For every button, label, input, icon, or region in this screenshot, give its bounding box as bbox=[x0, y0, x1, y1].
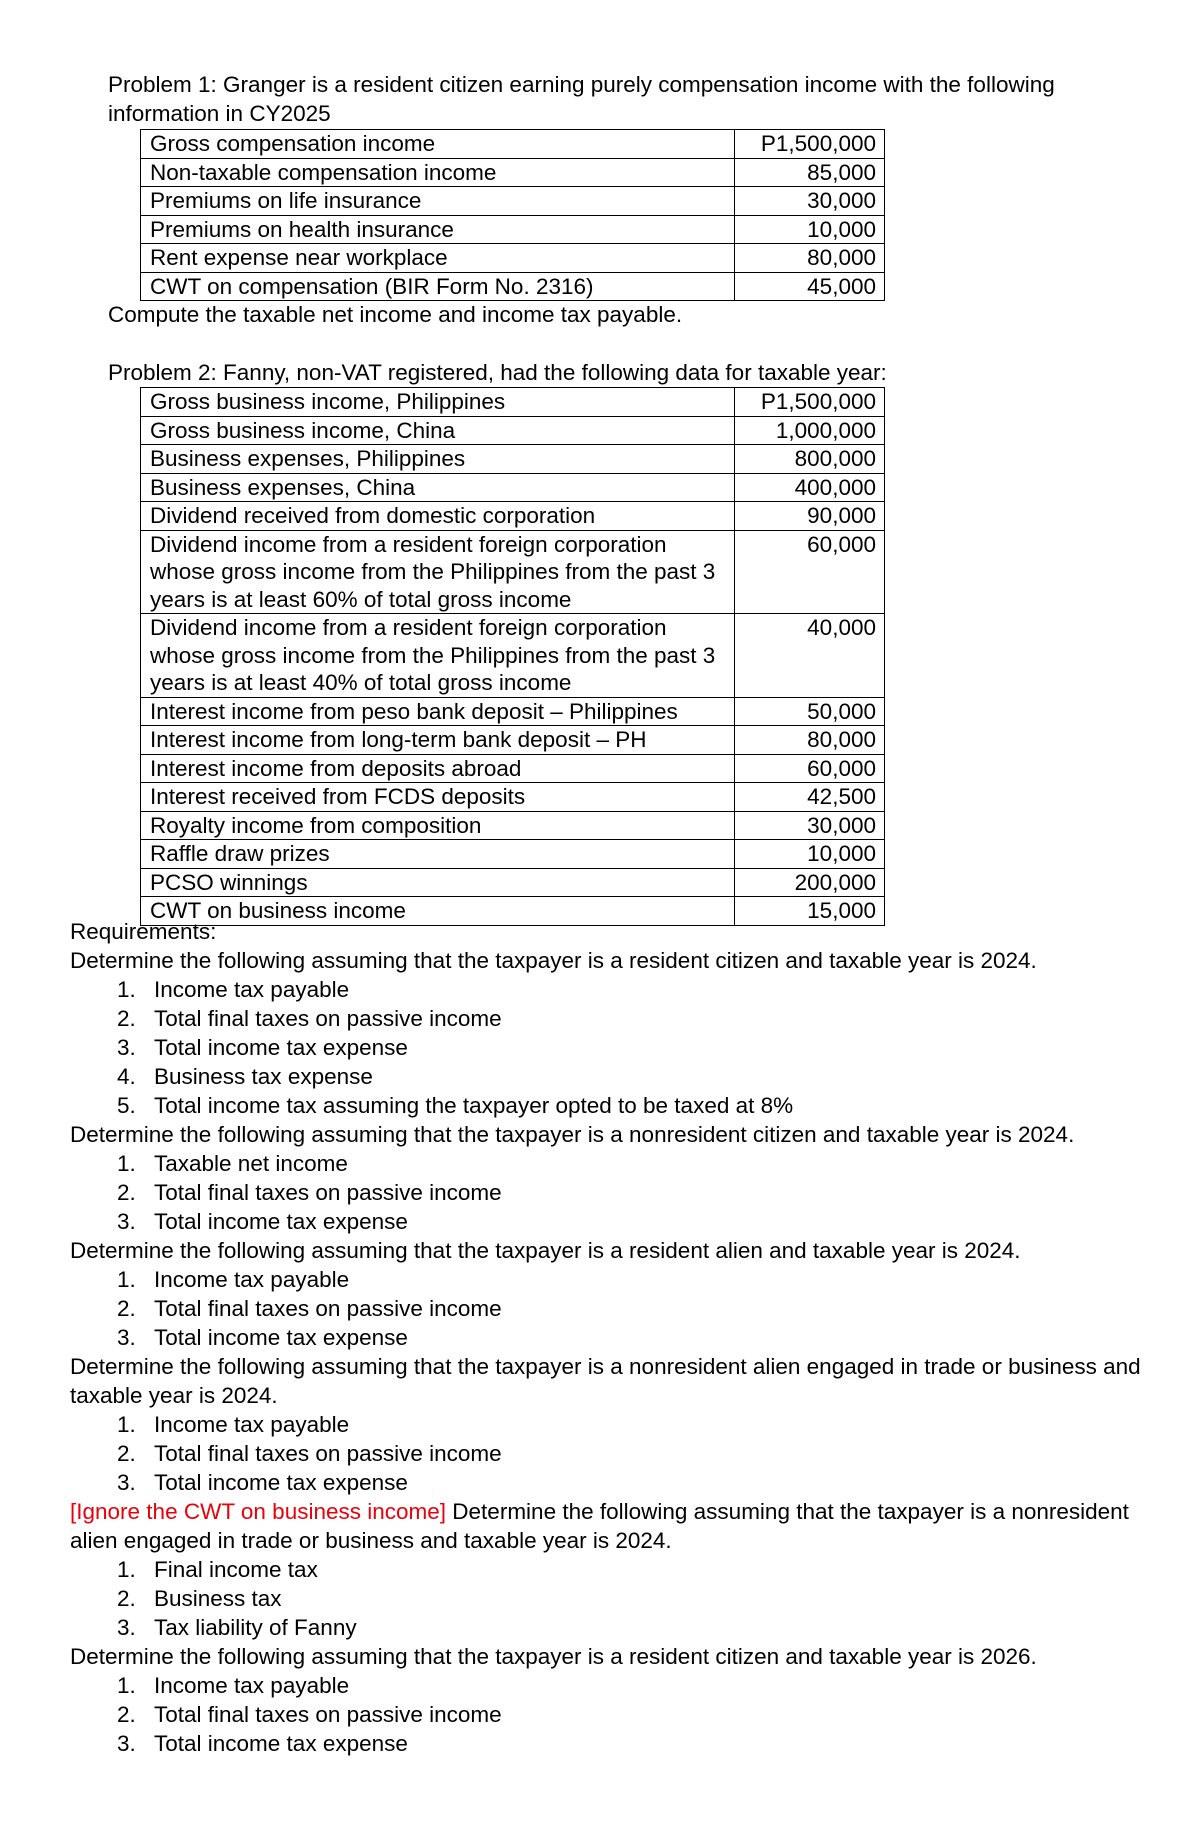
problem-2-table bbox=[140, 387, 885, 926]
list-item: 2. Business tax bbox=[142, 1584, 1180, 1613]
row-label: Gross business income, Philippines bbox=[141, 388, 735, 417]
row-label: Non-taxable compensation income bbox=[141, 158, 735, 187]
row-label: Royalty income from composition bbox=[141, 811, 735, 840]
table-row bbox=[141, 473, 885, 502]
list-item: 1. Income tax payable bbox=[142, 1410, 1180, 1439]
row-amount: 50,000 bbox=[735, 697, 885, 726]
row-label: Dividend income from a resident foreign corporation whose gross income from the Philippines from the past 3 years is at least 40% of total gross income bbox=[141, 614, 735, 698]
row-amount: 1,000,000 bbox=[735, 416, 885, 445]
list-item: 3. Total income tax expense bbox=[142, 1468, 1180, 1497]
row-label: CWT on business income bbox=[141, 897, 735, 926]
list-item: 1. Taxable net income bbox=[142, 1149, 1180, 1178]
row-amount: 30,000 bbox=[735, 187, 885, 216]
requirement-text: Determine the following assuming that the taxpayer is a nonresident citizen and taxable year is 2024. bbox=[70, 1122, 1075, 1147]
list-item: 3. Total income tax expense bbox=[142, 1729, 1180, 1758]
list-item: 1. Income tax payable bbox=[142, 1671, 1180, 1700]
row-amount: 90,000 bbox=[735, 502, 885, 531]
row-label: Business expenses, Philippines bbox=[141, 445, 735, 474]
row-label: CWT on compensation (BIR Form No. 2316) bbox=[141, 272, 735, 301]
row-amount: 40,000 bbox=[735, 614, 885, 698]
table-row bbox=[141, 416, 885, 445]
requirement-prompt bbox=[70, 1497, 1180, 1555]
list-item: 2. Total final taxes on passive income bbox=[142, 1700, 1180, 1729]
list-item: 1. Income tax payable bbox=[142, 1265, 1180, 1294]
problem-1-intro-text: Problem 1: Granger is a resident citizen earning purely compensation income with the following information in CY2025 bbox=[108, 72, 1055, 126]
row-amount: P1,500,000 bbox=[735, 388, 885, 417]
list-item: 3. Total income tax expense bbox=[142, 1207, 1180, 1236]
list-item: 2. Total final taxes on passive income bbox=[142, 1004, 1180, 1033]
table-row bbox=[141, 272, 885, 301]
row-amount: 85,000 bbox=[735, 158, 885, 187]
row-label: Interest received from FCDS deposits bbox=[141, 783, 735, 812]
requirement-text: Determine the following assuming that the taxpayer is a resident citizen and taxable year is 2026. bbox=[70, 1644, 1037, 1669]
table-row bbox=[141, 445, 885, 474]
table-row bbox=[141, 215, 885, 244]
row-label: Dividend received from domestic corporation bbox=[141, 502, 735, 531]
list-item: 1. Income tax payable bbox=[142, 975, 1180, 1004]
table-row bbox=[141, 158, 885, 187]
table-row bbox=[141, 783, 885, 812]
row-label: Business expenses, China bbox=[141, 473, 735, 502]
row-label: Premiums on life insurance bbox=[141, 187, 735, 216]
requirements-section bbox=[70, 917, 1180, 1758]
row-amount: 30,000 bbox=[735, 811, 885, 840]
requirement-list bbox=[70, 1149, 1180, 1236]
row-amount: 80,000 bbox=[735, 244, 885, 273]
requirement-text: Determine the following assuming that the taxpayer is a resident citizen and taxable year is 2024. bbox=[70, 948, 1037, 973]
requirement-prompt bbox=[70, 1120, 1180, 1149]
table-row bbox=[141, 614, 885, 698]
row-amount: 400,000 bbox=[735, 473, 885, 502]
table-row bbox=[141, 502, 885, 531]
row-label: Raffle draw prizes bbox=[141, 840, 735, 869]
row-label: Rent expense near workplace bbox=[141, 244, 735, 273]
list-item: 2. Total final taxes on passive income bbox=[142, 1294, 1180, 1323]
list-item: 3. Tax liability of Fanny bbox=[142, 1613, 1180, 1642]
requirements-groups bbox=[70, 946, 1180, 1758]
table-row bbox=[141, 388, 885, 417]
requirement-note: [Ignore the CWT on business income] bbox=[70, 1499, 447, 1524]
problem-1-instruction-text: Compute the taxable net income and income tax payable. bbox=[108, 302, 683, 327]
row-amount: 10,000 bbox=[735, 840, 885, 869]
list-item: 2. Total final taxes on passive income bbox=[142, 1439, 1180, 1468]
problem-2-intro bbox=[108, 358, 1108, 387]
table-row bbox=[141, 868, 885, 897]
problem-1-instruction bbox=[108, 300, 1108, 329]
list-item: 3. Total income tax expense bbox=[142, 1323, 1180, 1352]
row-label: PCSO winnings bbox=[141, 868, 735, 897]
requirement-prompt bbox=[70, 1642, 1180, 1671]
requirement-list bbox=[70, 1671, 1180, 1758]
row-label: Gross compensation income bbox=[141, 130, 735, 159]
table-row bbox=[141, 187, 885, 216]
row-amount: 800,000 bbox=[735, 445, 885, 474]
row-label: Interest income from long-term bank deposit – PH bbox=[141, 726, 735, 755]
problem-1-intro bbox=[108, 70, 1108, 128]
table-row bbox=[141, 530, 885, 614]
requirement-list bbox=[70, 975, 1180, 1120]
row-label: Dividend income from a resident foreign corporation whose gross income from the Philippines from the past 3 years is at least 60% of total gross income bbox=[141, 530, 735, 614]
requirement-prompt bbox=[70, 1352, 1180, 1410]
requirement-text: Determine the following assuming that the taxpayer is a nonresident alien engaged in trade or business and taxable year is 2024. bbox=[70, 1499, 1129, 1553]
list-item: 5. Total income tax assuming the taxpayer opted to be taxed at 8% bbox=[142, 1091, 1180, 1120]
requirement-list bbox=[70, 1555, 1180, 1642]
table-row bbox=[141, 754, 885, 783]
row-amount: 15,000 bbox=[735, 897, 885, 926]
requirement-prompt bbox=[70, 946, 1180, 975]
requirement-list bbox=[70, 1265, 1180, 1352]
requirement-prompt bbox=[70, 1236, 1180, 1265]
table-row bbox=[141, 840, 885, 869]
row-amount: 200,000 bbox=[735, 868, 885, 897]
table-row bbox=[141, 726, 885, 755]
row-label: Interest income from peso bank deposit – Philippines bbox=[141, 697, 735, 726]
list-item: 2. Total final taxes on passive income bbox=[142, 1178, 1180, 1207]
problem-2-table-wrap bbox=[0, 387, 885, 926]
problem-1-table bbox=[140, 129, 885, 301]
requirement-text: Determine the following assuming that the taxpayer is a nonresident alien engaged in trade or business and taxable year is 2024. bbox=[70, 1354, 1141, 1408]
row-amount: 60,000 bbox=[735, 530, 885, 614]
list-item: 1. Final income tax bbox=[142, 1555, 1180, 1584]
requirement-text: Determine the following assuming that the taxpayer is a resident alien and taxable year is 2024. bbox=[70, 1238, 1021, 1263]
row-amount: 10,000 bbox=[735, 215, 885, 244]
table-row bbox=[141, 130, 885, 159]
requirements-heading: Requirements: bbox=[70, 919, 217, 944]
problem-2-intro-text: Problem 2: Fanny, non-VAT registered, had the following data for taxable year: bbox=[108, 360, 887, 385]
row-label: Interest income from deposits abroad bbox=[141, 754, 735, 783]
row-amount: 60,000 bbox=[735, 754, 885, 783]
table-row bbox=[141, 697, 885, 726]
table-row bbox=[141, 811, 885, 840]
problem-1-table-wrap bbox=[0, 129, 885, 301]
row-amount: P1,500,000 bbox=[735, 130, 885, 159]
row-amount: 42,500 bbox=[735, 783, 885, 812]
row-amount: 45,000 bbox=[735, 272, 885, 301]
list-item: 3. Total income tax expense bbox=[142, 1033, 1180, 1062]
list-item: 4. Business tax expense bbox=[142, 1062, 1180, 1091]
row-amount: 80,000 bbox=[735, 726, 885, 755]
row-label: Gross business income, China bbox=[141, 416, 735, 445]
table-row bbox=[141, 244, 885, 273]
row-label: Premiums on health insurance bbox=[141, 215, 735, 244]
requirement-list bbox=[70, 1410, 1180, 1497]
